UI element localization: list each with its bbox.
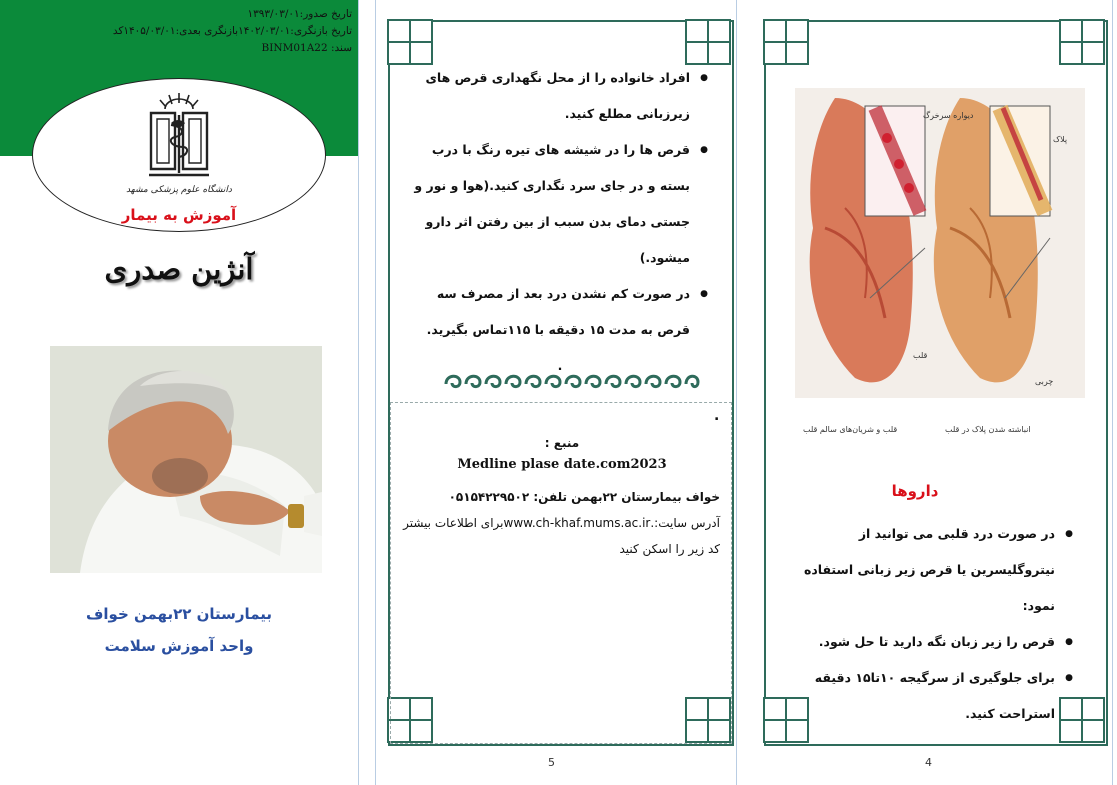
cover-panel: [0, 0, 358, 785]
meta-issue-date: تاریخ صدور:۱۳۹۳/۰۳/۰۱: [247, 8, 352, 20]
storage-instructions: [410, 60, 710, 384]
meta-revision-date: تاریخ بازنگری:۱۴۰۲/۰۳/۰۱بازنگری بعدی:۱۴۰۵/۰۳/۰۱کد: [112, 25, 352, 37]
list-item: ● قرص ها را در شیشه های تیره رنگ با درب بسته و در جای سرد نگداری کنید.(هوا و نور و جستی دمای بدن سبب از بین رفتن اثر دارو میشود.): [410, 132, 710, 276]
medications-heading: داروها: [891, 482, 939, 500]
source-citation: [402, 432, 722, 476]
label-plaque: پلاک: [1053, 135, 1068, 144]
meta-document-code: سند: BINM01A22: [261, 42, 352, 54]
source-label: منبع :: [544, 436, 580, 450]
page-number: 4: [925, 756, 932, 769]
wave-divider-icon: [440, 366, 702, 396]
panel-guide: [358, 0, 359, 785]
label-heart: قلب: [913, 351, 928, 360]
list-item: ● در صورت درد قلبی می توانید از نیتروگلیسرین یا قرص زیر زبانی استفاده نمود:: [775, 516, 1075, 624]
list-item: ● قرص را زیر زبان نگه دارید تا حل شود.: [775, 624, 1075, 660]
dot-mark: .: [557, 358, 563, 373]
corner-ornament-icon: [763, 19, 809, 65]
patient-education-title: آموزش به بیمار: [121, 206, 237, 224]
patient-chest-pain-photo: [50, 346, 322, 573]
website-info: آدرس سایت:.www.ch-khaf.mums.ac.irبرای اطلاعات بیشتر کد زیر را اسکن کنید: [403, 516, 720, 556]
label-fat: چربی: [1035, 377, 1054, 386]
caption-healthy-heart: قلب و شریان‌های سالم قلب: [803, 425, 898, 434]
logo-caption: دانشگاه علوم پزشکی مشهد: [126, 185, 232, 195]
contact-info: [402, 484, 720, 562]
panel-guide: [1112, 0, 1113, 785]
panel-guide: [736, 0, 737, 785]
page-title: آنژین صدری: [104, 252, 254, 286]
list-item: ● در صورت کم نشدن درد بعد از مصرف سه قرص به مدت ۱۵ دقیقه با ۱۱۵تماس بگیرید.: [410, 276, 710, 348]
medication-instructions: [775, 516, 1075, 732]
corner-ornament-icon: [685, 19, 731, 65]
heart-diagram-icon: [795, 88, 1085, 448]
list-item: ● برای جلوگیری از سرگیجه ۱۰تا۱۵ دقیقه استراحت کنید.: [775, 660, 1075, 732]
university-emblem-icon: [145, 89, 213, 181]
hospital-info: [0, 598, 358, 662]
caption-plaque-heart: انباشته شدن پلاک در قلب: [945, 425, 1031, 434]
document-meta: [52, 6, 352, 57]
health-education-unit: واحد آموزش سلامت: [104, 637, 254, 655]
corner-ornament-icon: [1059, 19, 1105, 65]
label-artery-wall: دیواره سرخرگ: [923, 111, 974, 120]
hospital-name: بیمارستان ۲۲بهمن خواف: [85, 605, 273, 623]
hospital-phone: خواف بیمارستان ۲۲بهمن تلفن: ۰۵۱۵۴۲۲۹۵۰۲: [448, 490, 720, 504]
source-dot: .: [714, 408, 720, 424]
corner-ornament-icon: [387, 19, 433, 65]
page-number: 5: [548, 756, 555, 769]
list-item: ● افراد خانواده را از محل نگهداری قرص های زیرزبانی مطلع کنید.: [410, 60, 710, 132]
heart-artery-diagram: [795, 88, 1085, 448]
source-reference: Medline plase date.com2023: [457, 457, 667, 472]
